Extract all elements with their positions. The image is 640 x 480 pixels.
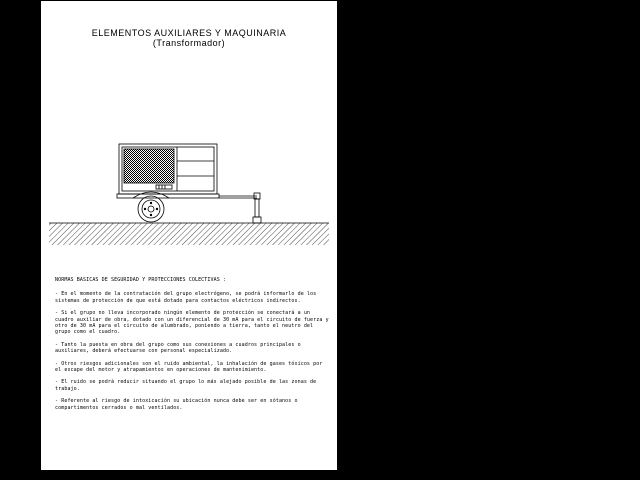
chassis (117, 192, 261, 223)
page-subtitle: (Transformador) (152, 38, 226, 48)
note-paragraph: - Referente al riesgo de intoxicación su ubicación nunca debe ser en sótanos o compartimentos cerrados o mal ventilados. (55, 398, 298, 411)
generator-body (119, 144, 217, 194)
note-paragraph: - En el momento de la contratación del grupo electrógeno, se podrá informarlo de los sistemas de protección de que está dotado para contactos eléctricos indirectos. (55, 291, 317, 304)
notes-heading: NORMAS BASICAS DE SEGURIDAD Y PROTECCIONES COLECTIVAS : (55, 277, 227, 283)
drawing-sheet (40, 0, 338, 471)
page-title: ELEMENTOS AUXILIARES Y MAQUINARIA (91, 28, 287, 38)
ground (49, 223, 329, 245)
safety-notes (55, 277, 329, 417)
note-paragraph: - Otros riesgos adicionales son el ruido ambiental, la inhalación de gases tóxicos por el escape del motor y atrapamientos en operaciones de mantenimiento. (55, 360, 323, 374)
wheel (138, 196, 164, 222)
note-paragraph: - El ruido se podrá reducir situando el grupo lo más alejado posible de las zonas de trabajo. (55, 379, 317, 392)
note-paragraph: - Si el grupo no lleva incorporado ningún elemento de protección se conectará a un cuadro auxiliar de obra, dotado con un diferencial de 30 mA para el circuito de fuerza y otro de 30 mA para el circuito de alumbrado, poniendo a tierra, tanto el neutro del grupo como el cuadro. (55, 310, 329, 336)
note-paragraph: - Tanto la puesta en obra del grupo como sus conexiones a cuadros principales o auxiliares, deberá efectuarse con personal especializado. (55, 341, 301, 355)
